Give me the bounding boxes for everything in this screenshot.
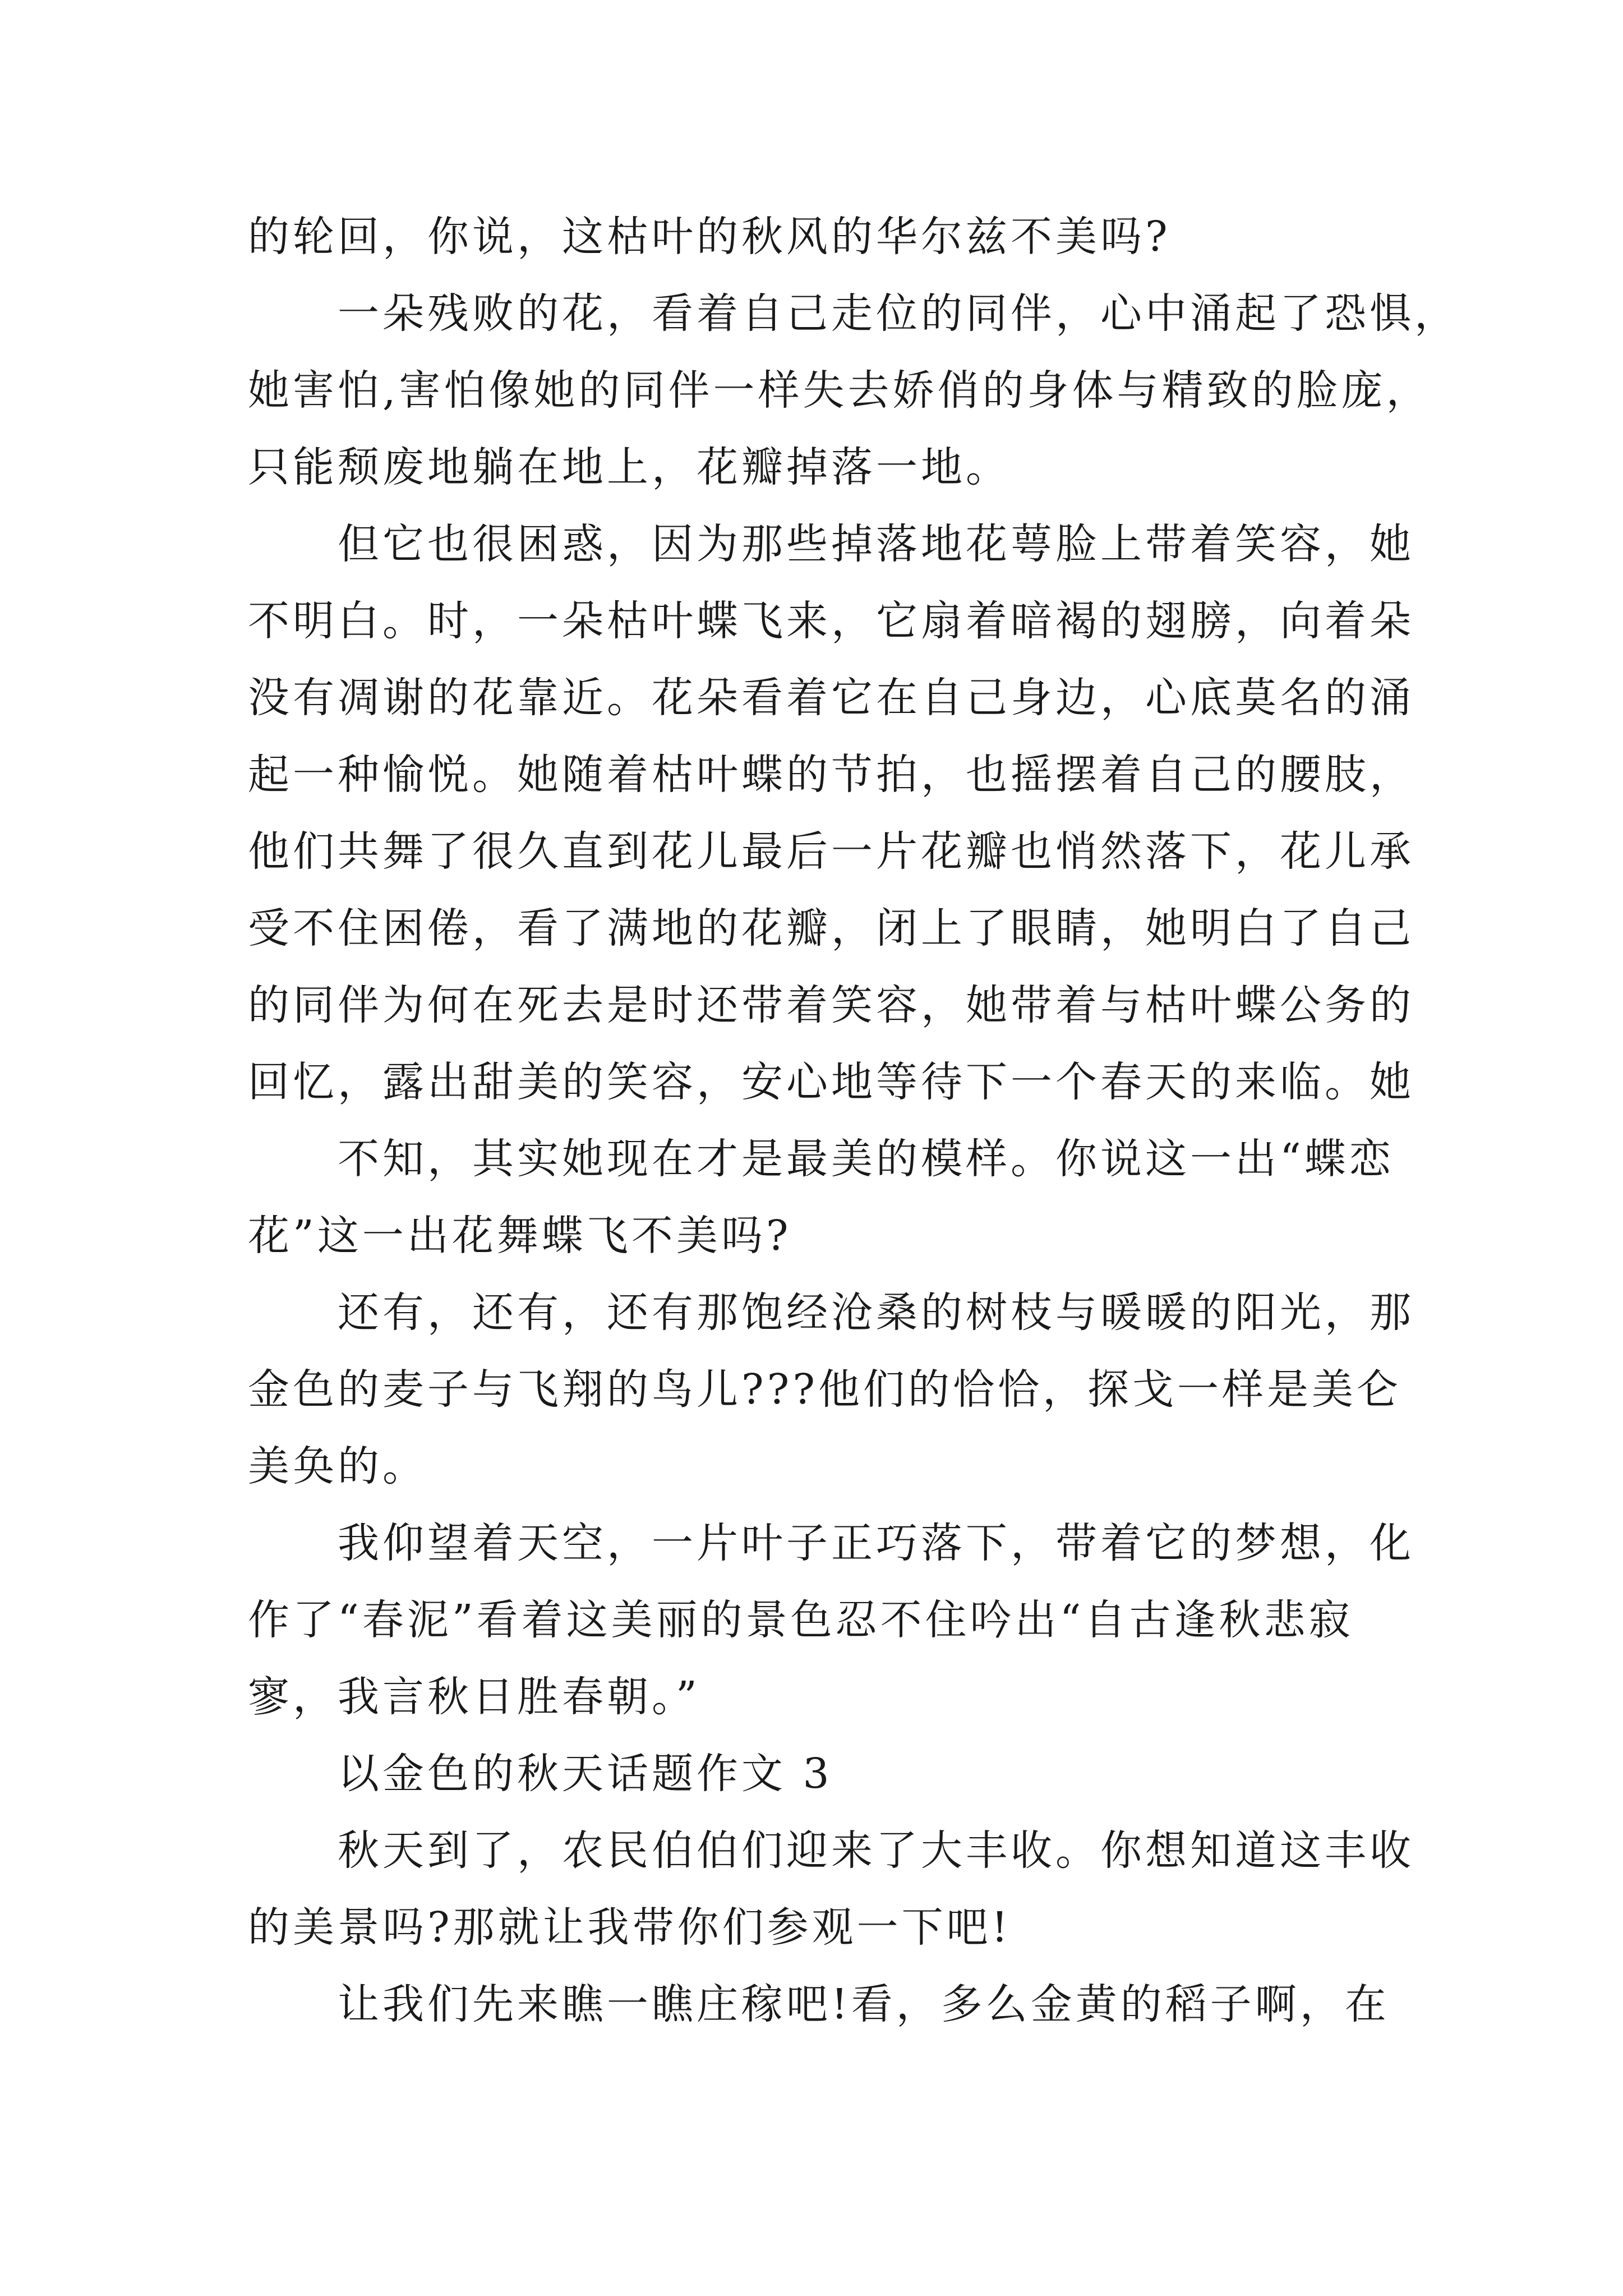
text-line: 的轮回，你说，这枯叶的秋风的华尔兹不美吗? xyxy=(248,213,1171,261)
text-line: 的同伴为何在死去是时还带着笑容，她带着与枯叶蝶公务的 xyxy=(248,981,1414,1029)
text-line: 但它也很困惑，因为那些掉落地花萼脸上带着笑容，她 xyxy=(338,520,1414,568)
text-line: 寥，我言秋日胜春朝。” xyxy=(248,1673,700,1721)
text-line: 不明白。时，一朵枯叶蝶飞来，它扇着暗褐的翅膀，向着朵 xyxy=(248,597,1414,645)
text-line: 一朵残败的花，看着自己走位的同伴，心中涌起了恐惧， xyxy=(338,289,1459,338)
text-line: 她害怕,害怕像她的同伴一样失去娇俏的身体与精致的脸庞， xyxy=(248,366,1431,415)
document-body xyxy=(248,199,1459,2043)
text-line: 金色的麦子与飞翔的鸟儿???他们的恰恰，探戈一样是美仑 xyxy=(248,1365,1402,1414)
text-line: 受不住困倦，看了满地的花瓣，闭上了眼睛，她明白了自己 xyxy=(248,904,1414,953)
text-line: 我仰望着天空，一片叶子正巧落下，带着它的梦想，化 xyxy=(338,1519,1414,1567)
text-line: 只能颓废地躺在地上，花瓣掉落一地。 xyxy=(248,443,1011,491)
text-line: 回忆，露出甜美的笑容，安心地等待下一个春天的来临。她 xyxy=(248,1058,1414,1106)
text-line: 不知，其实她现在才是最美的模样。你说这一出“蝶恋 xyxy=(338,1135,1394,1183)
section-heading: 以金色的秋天话题作文 3 xyxy=(338,1750,833,1798)
text-line: 他们共舞了很久直到花儿最后一片花瓣也悄然落下，花儿承 xyxy=(248,827,1414,876)
text-line: 的美景吗?那就让我带你们参观一下吧! xyxy=(248,1903,1012,1952)
text-line: 让我们先来瞧一瞧庄稼吧!看，多么金黄的稻子啊，在 xyxy=(338,1980,1390,2028)
text-line: 还有，还有，还有那饱经沧桑的树枝与暖暖的阳光，那 xyxy=(338,1289,1414,1337)
text-line: 起一种愉悦。她随着枯叶蝶的节拍，也摇摆着自己的腰肢， xyxy=(248,751,1414,799)
text-line: 没有凋谢的花靠近。花朵看着它在自己身边，心底莫名的涌 xyxy=(248,674,1414,722)
text-line: 花”这一出花舞蝶飞不美吗? xyxy=(248,1212,792,1260)
text-line: 秋天到了，农民伯伯们迎来了大丰收。你想知道这丰收 xyxy=(338,1826,1414,1875)
text-line: 作了“春泥”看着这美丽的景色忍不住吟出“自古逢秋悲寂 xyxy=(248,1596,1354,1644)
text-line: 美奂的。 xyxy=(248,1442,427,1490)
